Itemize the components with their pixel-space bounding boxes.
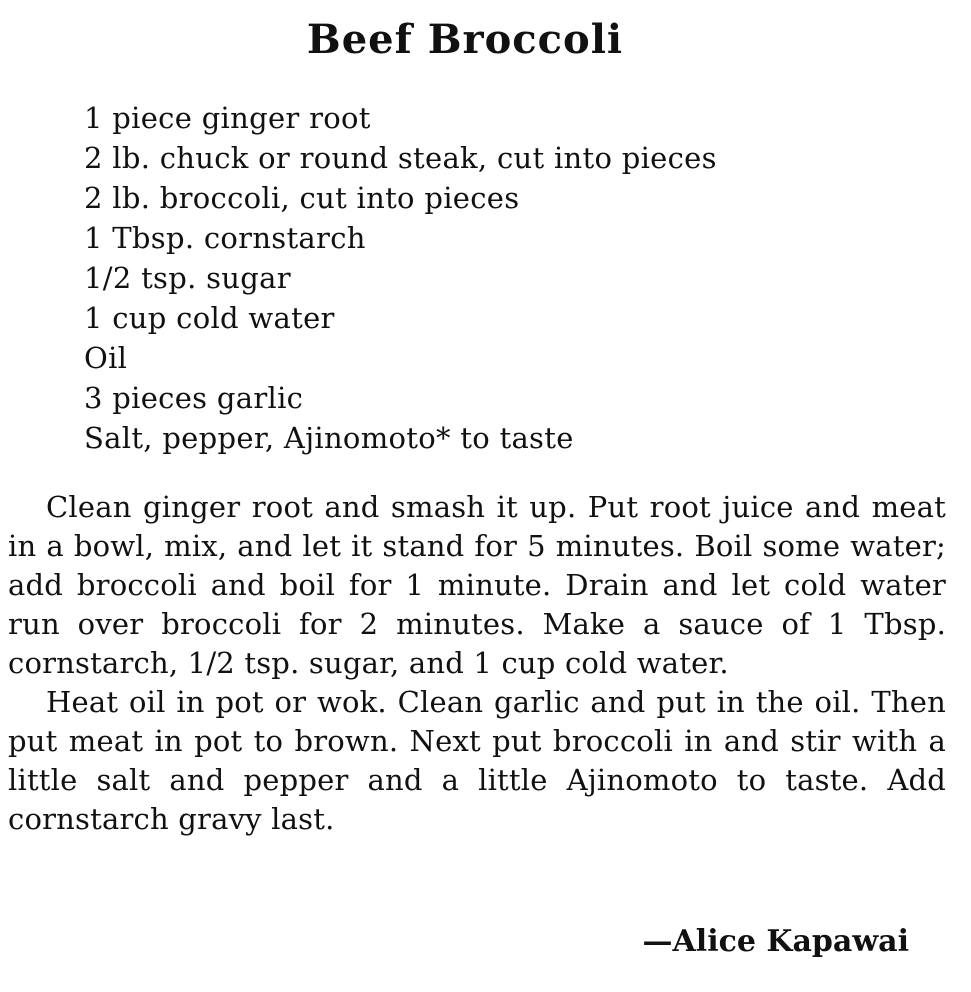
method-paragraph: Heat oil in pot or wok. Clean garlic and put in the oil. Then put meat in pot to brown. Next put broccoli in and stir with a little salt and pepper and a little Ajinomoto to taste. Add cornstarch gravy last. [8, 685, 946, 836]
author-signature: —Alice Kapawai [642, 924, 909, 959]
ingredient-item: 3 pieces garlic [84, 381, 304, 415]
method-paragraph: Clean ginger root and smash it up. Put root juice and meat in a bowl, mix, and let it stand for 5 minutes. Boil some water; add broccoli and boil for 1 minute. Drain and let cold water run over broccoli for 2 minutes. Make a sauce of 1 Tbsp. cornstarch, 1/2 tsp. sugar, and 1 cup cold water. [8, 490, 946, 680]
ingredient-item: Salt, pepper, Ajinomoto* to taste [84, 421, 574, 455]
ingredient-item: 2 lb. broccoli, cut into pieces [84, 181, 520, 215]
method-section [8, 488, 946, 839]
ingredient-item: 1 Tbsp. cornstarch [84, 221, 366, 255]
ingredient-item: Oil [84, 341, 128, 375]
ingredient-list [84, 98, 717, 458]
ingredient-item: 1 cup cold water [84, 301, 335, 335]
ingredient-item: 2 lb. chuck or round steak, cut into pieces [84, 141, 717, 175]
ingredient-item: 1/2 tsp. sugar [84, 261, 291, 295]
recipe-title: Beef Broccoli [306, 16, 624, 63]
ingredient-item: 1 piece ginger root [84, 101, 371, 135]
